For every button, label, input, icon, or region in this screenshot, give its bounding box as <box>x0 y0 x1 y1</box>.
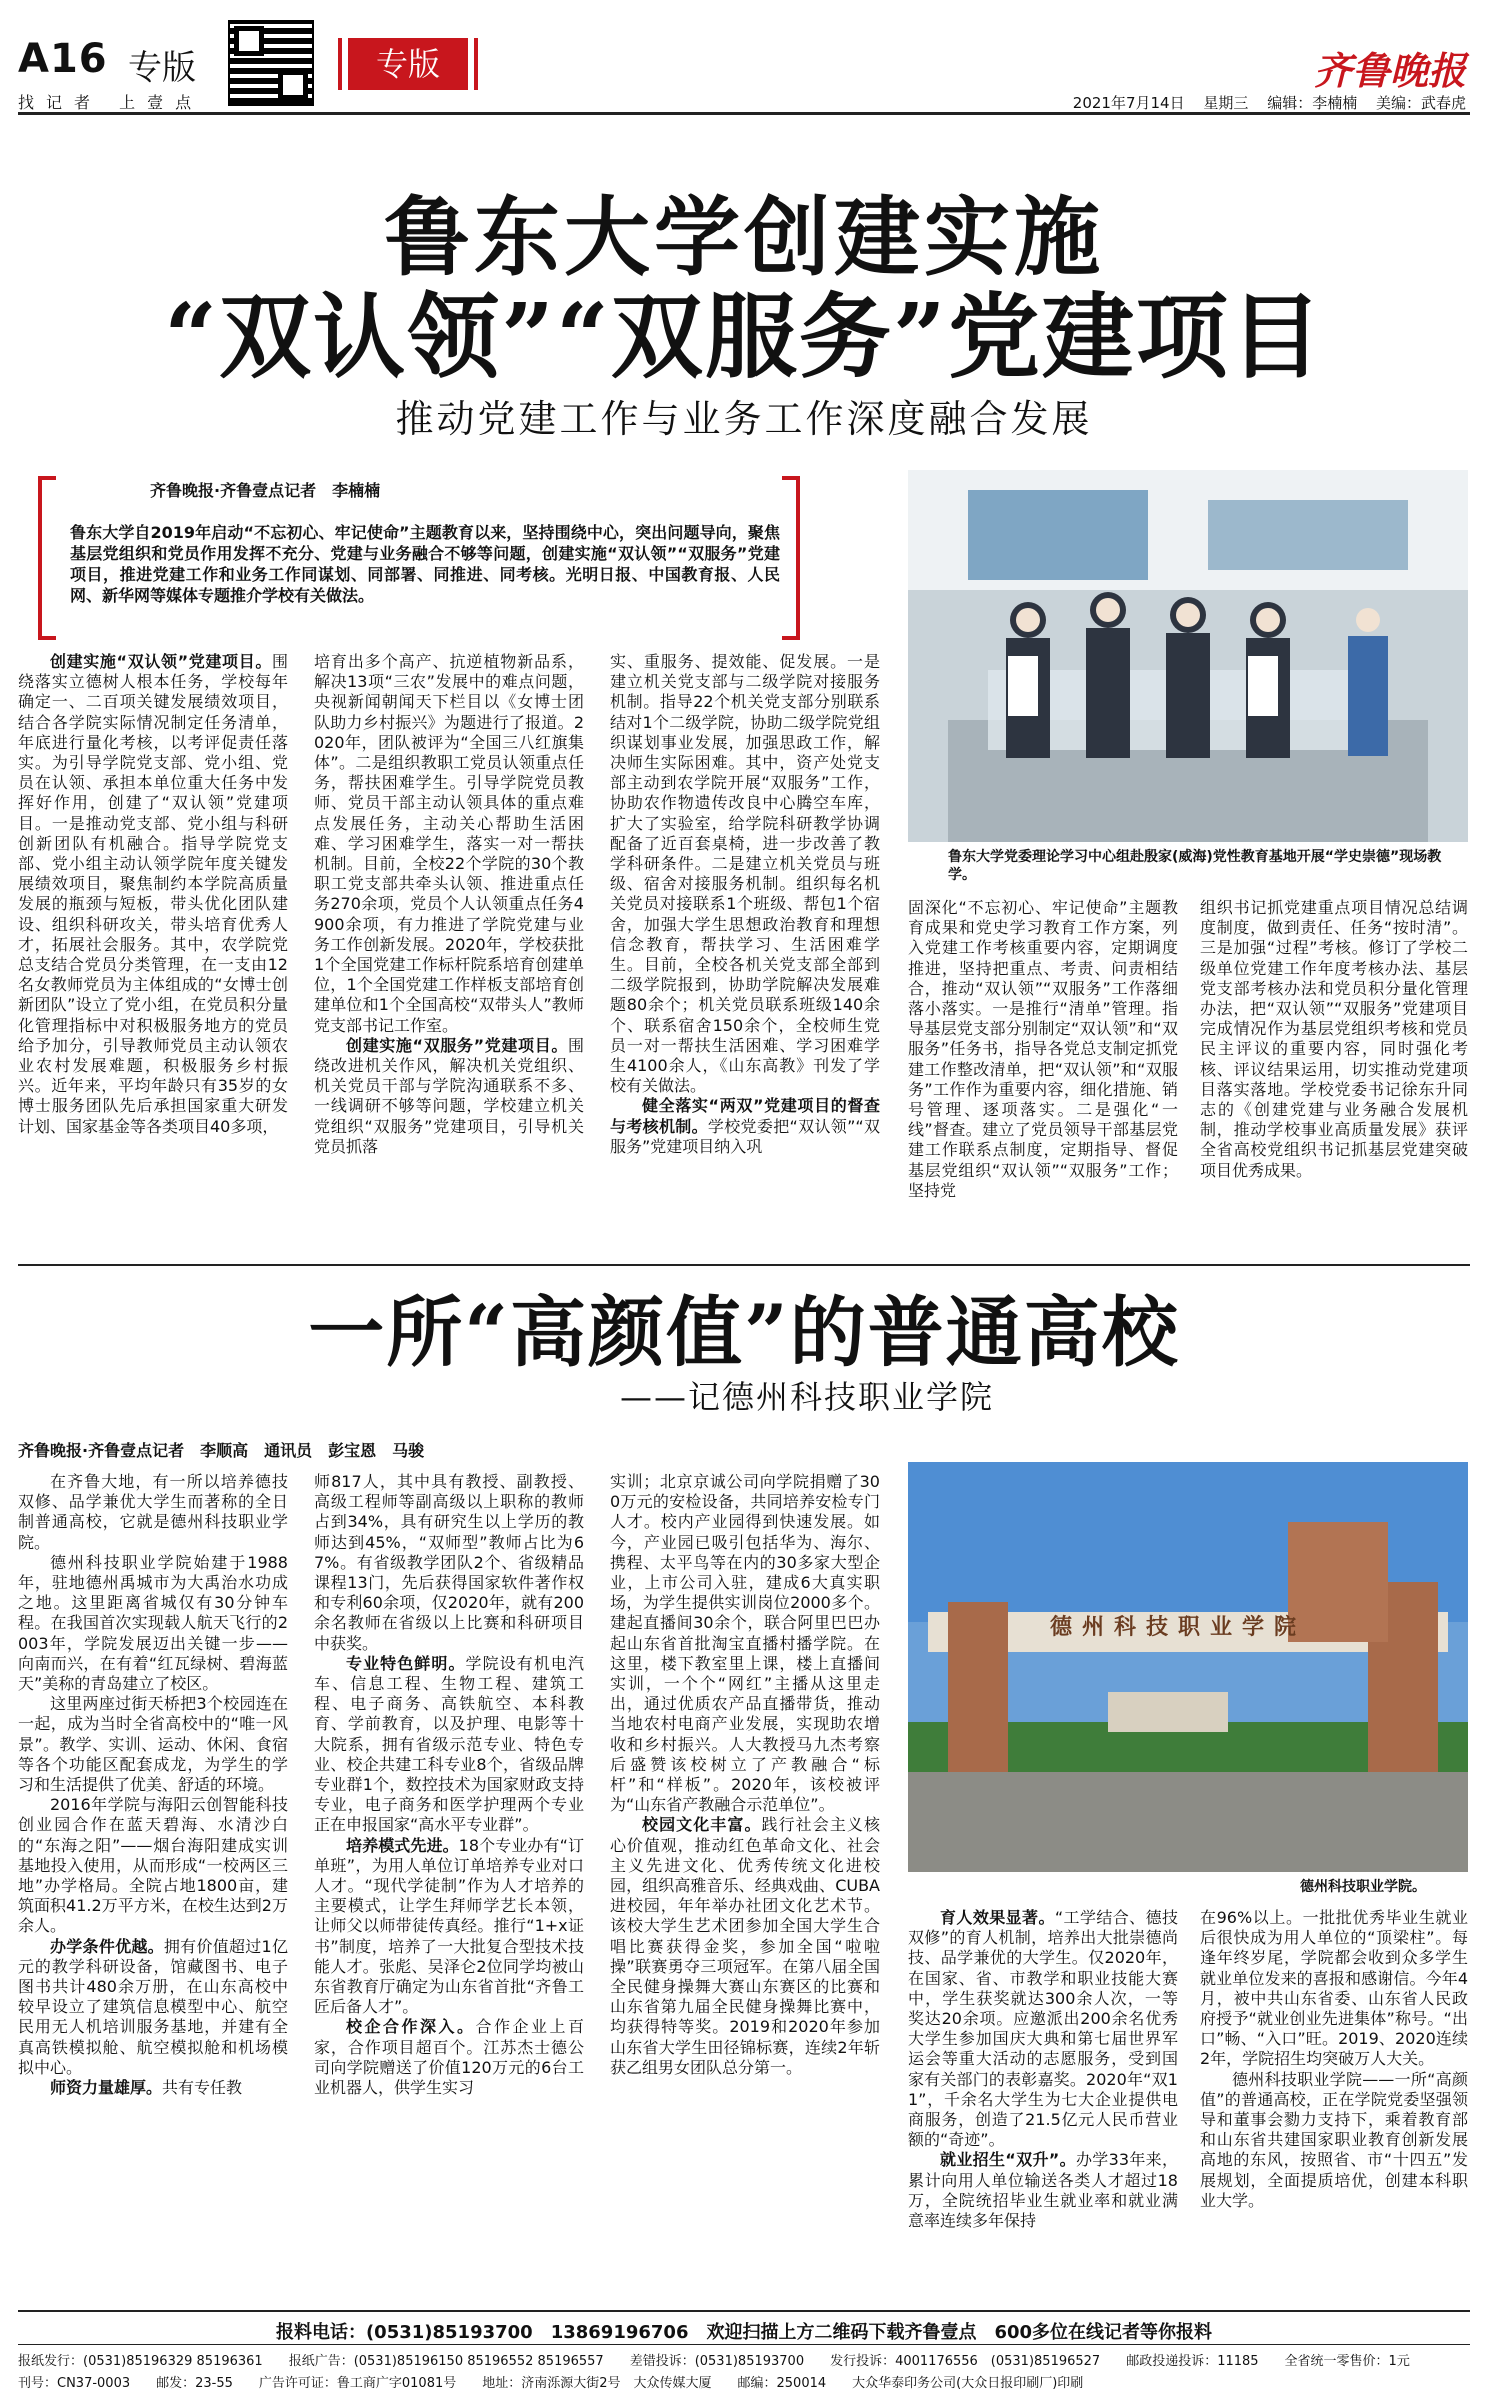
paragraph <box>610 1096 880 1157</box>
news-hotline: 报料电话：(0531)85193700 13869196706 欢迎扫描上方二维码下载齐鲁壹点 600多位在线记者等你报料 <box>275 2322 1213 2343</box>
article2-column-5 <box>1200 1908 1468 2211</box>
article2-photo <box>908 1462 1468 1872</box>
paragraph <box>18 1472 288 1553</box>
article1-photo-caption: 鲁东大学党委理论学习中心组赴殷家(威海)党性教育基地开展“学史崇德”现场教学。 <box>948 849 1442 883</box>
paragraph-text: 办学33年来，累计向用人单位输送各类人才超过18万，全院统招毕业生就业率和就业满意率连续多年保持 <box>908 2150 1178 2231</box>
paragraph <box>908 1908 1178 2150</box>
article2-column-3 <box>610 1472 880 2078</box>
article2-photo-caption: 德州科技职业学院。 <box>1300 1879 1426 1895</box>
paragraph <box>610 1815 880 2078</box>
page-number: A16 <box>18 36 108 82</box>
paragraph-heading: 校园文化丰富。 <box>642 1815 762 1835</box>
paragraph <box>908 898 1178 1201</box>
paragraph <box>314 1836 584 2018</box>
footer-contacts: 报纸发行：(0531)85196329 85196361 报纸广告：(0531)85196150 85196552 85196557 差错投诉：(0531)85193700 发行投诉：4001176556 (0531)85196527 邮政投递投诉：11185 全省统一零售价：1元 <box>18 2354 1410 2369</box>
paragraph-heading: 创建实施“双服务”党建项目。 <box>346 1035 568 1055</box>
paragraph <box>610 1472 880 1815</box>
paragraph-heading: 就业招生“双升”。 <box>940 2150 1076 2170</box>
article1-column-3 <box>610 652 880 1157</box>
paragraph-text: 组织书记抓党建重点项目情况总结调度制度，做到责任、任务“按时清”。三是加强“过程”考核。修订了学校二级单位党建工作年度考核办法、基层党支部考核办法和党员积分量化管理办法，把“双认领”“双服务”党建项目完成情况作为基层党组织考核和党员民主评议的重要内容，同时强化考核、评议结果运用，切实推动党建项目落实落地。学校党委书记徐东升同志的《创建党建与业务融合发展机制，推动学校事业高质量发展》获评全省高校党组织书记抓基层党建突破项目优秀成果。 <box>1200 898 1468 1180</box>
article1-photo <box>908 470 1468 842</box>
paragraph-text: 在96%以上。一批批优秀毕业生就业后很快成为用人单位的“顶梁柱”。每逢年终岁尾，学院都会收到众多学生就业单位发来的喜报和感谢信。今年4月，被中共山东省委、山东省人民政府授予“就业创业先进集体”称号。“出口”畅、“入口”旺。2019、2020连续2年，学院招生均突破万人大关。 <box>1200 1908 1468 2069</box>
footer-divider-thin <box>18 2344 1470 2345</box>
article-divider <box>18 1264 1470 1266</box>
paragraph-text: 固深化“不忘初心、牢记使命”主题教育成果和党史学习教育工作方案，列入党建工作考核重要内容，定期调度推进，坚持把重点、考责、问责相结合，推动“双认领”“双服务”工作落细落小落实。一是推行“清单”管理。指导基层党支部分别制定“双认领”和“双服务”任务书，指导各党总支制定抓党建工作整改清单，把“双认领”和“双服务”工作作为重要内容，细化措施、销号管理、逐项落实。二是强化“一线”督查。建立了党员领导干部基层党建工作联系点制度，定期指导、督促基层党组织“双认领”“双服务”工作；坚持党 <box>908 898 1178 1200</box>
campus-gate-illustration <box>908 1462 1468 1872</box>
paragraph-text: 实训；北京京诚公司向学院捐赠了300万元的安检设备，共同培养安检专门人才。校内产业园得到快速发展。如今，产业园已吸引包括华为、海尔、携程、太平鸟等在内的30多家大型企业，上市公司入驻，建成6大真实职场，为学生提供实训岗位2000多个。建起直播间30余个，联合阿里巴巴办起山东省首批淘宝直播村播学院。在这里，楼下教室里上课，楼上直播间实训，一个个“网红”主播从这里走出，通过优质农产品直播带货，推动当地农村电商产业发展，实现助农增收和乡村振兴。人大教授马九杰考察后盛赞该校树立了产教融合“标杆”和“样板”。2020年，该校被评为“山东省产教融合示范单位”。 <box>610 1472 880 1815</box>
paragraph <box>18 1795 288 1936</box>
issue-weekday: 星期三 <box>1203 94 1249 112</box>
page-hint: 找记者 上壹点 <box>18 93 204 112</box>
paragraph-text: 德州科技职业学院始建于1988年，驻地德州禹城市为大禹治水功成之地。这里距离省城仅有30分钟车程。在我国首次实现载人航天飞行的2003年，学院发展迈出关键一步——向南而兴，在有着“红瓦绿树、碧海蓝天”美称的青岛建立了校区。 <box>18 1552 288 1694</box>
article1-column-1 <box>18 652 288 1137</box>
paragraph-heading: 健全落实“两双”党建项目的督查与考核机制。 <box>610 1096 880 1136</box>
paragraph-text: 实、重服务、提效能、促发展。一是建立机关党支部与二级学院对接服务机制。指导22个机关党支部分别联系结对1个二级学院，协助二级学院党组织谋划事业发展，加强思政工作，解决师生实际困难。其中，资产处党支部主动到农学院开展“双服务”工作，协助农作物遗传改良中心腾空车库，扩大了实验室，给学院科研教学协调配备了近百套桌椅，进一步改善了教学科研条件。二是建立机关党员与班级、宿舍对接服务机制。组织每名机关党员对接联系1个班级、帮包1个宿舍，加强大学生思想政治教育和理想信念教育，帮扶学习、生活困难学生。目前，全校各机关党支部全部到二级学院报到，协助学院解决发展难题80余个；机关党员联系班级140余个、联系宿舍150余个，全校师生党员一对一帮扶生活困难、学习困难学生4100余人，《山东高教》刊发了学校有关做法。 <box>610 652 880 1096</box>
paragraph-heading: 专业特色鲜明。 <box>346 1653 466 1673</box>
paragraph-text: 学院设有机电汽车、信息工程、生物工程、建筑工程、电子商务、高铁航空、本科教育、学前教育，以及护理、电影等十大院系，拥有省级示范专业、特色专业、校企共建工科专业8个，省级品牌专业群1个，数控技术为国家财政支持专业，电子商务和医学护理两个专业正在申报国家“高水平专业群”。 <box>314 1653 584 1835</box>
paragraph-text: 践行社会主义核心价值观，推动红色革命文化、社会主义先进文化、优秀传统文化进校园，组织高雅音乐、经典戏曲、CUBA进校园，年年举办社团文化艺术节。该校大学生艺术团参加全国大学生合唱比赛获得金奖，参加全国“啦啦操”联赛勇夺三项冠军。在第八届全国全民健身操舞大赛山东赛区的比赛和山东省第九届全民健身操舞比赛中，均获得特等奖。2019和2020年参加山东省大学生田径锦标赛，连续2年斩获乙组男女团队总分第一。 <box>610 1815 880 2077</box>
paragraph-text: 共有专任教 <box>162 2078 243 2098</box>
article1-column-5 <box>1200 898 1468 1181</box>
paragraph-text: 2016年学院与海阳云创智能科技创业园合作在蓝天碧海、水清沙白的“东海之阳”——烟台海阳建成实训基地投入使用，从而形成“一校两区三地”办学格局。全院占地1800亩，建筑面积41.2万平方米，在校生达到2万余人。 <box>18 1795 288 1936</box>
article1-title-line1: 鲁东大学创建实施 <box>384 187 1104 288</box>
paragraph-heading: 师资力量雄厚。 <box>50 2078 163 2098</box>
paragraph-heading: 育人效果显著。 <box>940 1908 1055 1927</box>
paragraph-text: 师817人，其中具有教授、副教授、高级工程师等副高级以上职称的教师占到34%，具有研究生以上学历的教师达到45%，“双师型”教师占比为67%。有省级教学团队2个、省级精品课程13门，先后获得国家软件著作权和专利60余项，仅2020年，就有200余名教师在省级以上比赛和科研项目中获奖。 <box>314 1472 584 1653</box>
dateline <box>1073 92 1466 113</box>
paragraph-text: 围绕落实立德树人根本任务，学校每年确定一、二百项关键发展绩效项目，结合各学院实际情况制定任务清单，年底进行量化考核，以考评促责任落实。为引导学院党支部、党小组、党员在认领、承担本单位重大任务中发挥好作用，创建了“双认领”党建项目。一是推动党支部、党小组与科研创新团队有机融合。指导学院党支部、党小组主动认领学院年度关键发展绩效项目，聚焦制约本学院高质量发展的瓶颈与短板，带头优化团队建设、组织科研攻关，带头培育优秀人才，拓展社会服务。其中，农学院党总支结合党员分类管理，在一支由12名女教师党员为主体组成的“女博士创新团队”设立了党小组，在党员积分量化管理指标中对积极服务地方的党员给予加分，引导教师党员主动认领农业农村发展难题，积极服务乡村振兴。近年来，平均年龄只有35岁的女博士服务团队先后承担国家重大研发计划、国家基金等各类项目40多项， <box>18 652 288 1136</box>
article1-title-line2: “双认领”“双服务”党建项目 <box>164 283 1324 391</box>
paragraph-text: 在齐鲁大地，有一所以培养德技双修、品学兼优大学生而著称的全日制普通高校，它就是德州科技职业学院。 <box>18 1472 288 1552</box>
paragraph-text: 培育出多个高产、抗逆植物新品系，解决13项“三农”发展中的难点问题，央视新闻朝闻天下栏目以《女博士团队助力乡村振兴》为题进行了报道。2020年，团队被评为“全国三八红旗集体”。二是组织教职工党员认领重点任务，帮扶困难学生。引导学院党员教师、党员干部主动认领具体的重点难点发展任务，主动关心帮助生活困难、学习困难学生，落实一对一帮扶机制。目前，全校22个学院的30个教职工党支部共牵头认领、推进重点任务270余项，党员个人认领重点任务4900余项，有力推进了学院党建与业务工作创新发展。2020年，学校获批1个全国党建工作标杆院系培育创建单位，1个全国党建工作样板支部培育创建单位和1个全国高校“双带头人”教师党支部书记工作室。 <box>314 652 584 1035</box>
issue-date: 2021年7月14日 <box>1072 94 1185 112</box>
paragraph <box>18 1694 288 1795</box>
paragraph-text: 学校党委把“双认领”“双服务”党建项目纳入巩 <box>610 1116 880 1156</box>
paragraph-text: 围绕改进机关作风，解决机关党组织、机关党员干部与学院沟通联系不多、一线调研不够等问题，学校建立机关党组织“双服务”党建项目，引导机关党员抓落 <box>314 1035 584 1156</box>
article1-subtitle: 推动党建工作与业务工作深度融合发展 <box>395 397 1093 441</box>
masthead-divider <box>18 112 1470 115</box>
article2-title: 一所“高颜值”的普通高校 <box>308 1288 1180 1377</box>
paragraph <box>610 652 880 1096</box>
paragraph-text: 18个专业办有“订单班”，为用人单位订单培养专业对口人才。“现代学徒制”作为人才培养的主要模式，让学生拜师学艺长本领，让师父以师带徒传真经。推行“1+x证书”制度，培养了一大批复合型技术技能人才。张彪、吴泽仑2位同学均被山东省教育厅确定为山东省首批“齐鲁工匠后备人才”。 <box>314 1835 584 2017</box>
article1-column-2 <box>314 652 584 1157</box>
paragraph <box>18 1937 288 2078</box>
section-tag: 专版 <box>348 38 468 90</box>
article1-lead: 鲁东大学自2019年启动“不忘初心、牢记使命”主题教育以来，坚持围绕中心，突出问题导向，聚焦基层党组织和党员作用发挥不充分、党建与业务融合不够等问题，创建实施“双认领”“双服务”党建项目，推进党建工作和业务工作同谋划、同部署、同推进、同考核。光明日报、中国教育报、人民网、新华网等媒体专题推介学校有关做法。 <box>70 523 780 605</box>
footer-divider <box>18 2310 1470 2312</box>
editor-credit: 编辑：李楠楠 <box>1267 94 1358 112</box>
paragraph <box>314 1654 584 1836</box>
paragraph-heading: 校企合作深入。 <box>346 2017 476 2037</box>
exhibition-scene-illustration <box>908 470 1468 842</box>
article2-column-2 <box>314 1472 584 2098</box>
paragraph-heading: 办学条件优越。 <box>50 1936 164 1956</box>
paragraph <box>18 2078 288 2098</box>
paragraph <box>18 652 288 1137</box>
paragraph <box>314 652 584 1036</box>
newspaper-logo: 齐鲁晚报 <box>1313 48 1466 93</box>
paragraph-heading: 培养模式先进。 <box>346 1835 459 1855</box>
paragraph <box>908 2150 1178 2231</box>
qr-code-icon[interactable] <box>228 20 314 106</box>
article2-byline: 齐鲁晚报·齐鲁壹点记者 李顺高 通讯员 彭宝恩 马骏 <box>18 1441 425 1460</box>
paragraph-text: 这里两座过街天桥把3个校园连在一起，成为当时全省高校中的“唯一风景”。教学、实训、运动、休闲、食宿等各个功能区配套成龙，为学生的学习和生活提供了优美、舒适的环境。 <box>18 1694 288 1795</box>
paragraph <box>1200 2070 1468 2211</box>
article1-byline: 齐鲁晚报·齐鲁壹点记者 李楠楠 <box>150 481 381 500</box>
paragraph <box>18 1553 288 1694</box>
paragraph-text: 合作企业上百家，合作项目超百个。江苏杰士德公司向学院赠送了价值120万元的6台工业机器人，供学生实习 <box>314 2017 584 2098</box>
article2-column-4 <box>908 1908 1178 2231</box>
paragraph <box>1200 1908 1468 2070</box>
paragraph-text: 拥有价值超过1亿元的教学科研设备，馆藏图书、电子图书共计480余万册，在山东高校中较早设立了建筑信息模型中心、航空民用无人机培训服务基地，并建有全真高铁模拟舱、航空模拟舱和机场模拟中心。 <box>18 1936 288 2077</box>
paragraph <box>314 1036 584 1157</box>
paragraph-text: 德州科技职业学院——一所“高颜值”的普通高校，正在学院党委坚强领导和董事会勠力支持下，乘着教育部和山东省共建国家职业教育创新发展高地的东风，按照省、市“十四五”发展规划，全面提质培优，创建本科职业大学。 <box>1200 2069 1468 2210</box>
designer-credit: 美编：武春虎 <box>1375 94 1466 112</box>
article2-column-1 <box>18 1472 288 2098</box>
paragraph-text: “工学结合、德技双修”的育人机制，培养出大批崇德尚技、品学兼优的大学生。仅2020年，在国家、省、市教学和职业技能大赛中，学生获奖就达300余人次，一等奖达20余项。应邀派出200余名优秀大学生参加国庆大典和第七届世界军运会等重大活动的志愿服务，受到国家有关部门的表彰嘉奖。2020年“双11”，千余名大学生为七大企业提供电商服务，创造了21.5亿元人民币营业额的“奇迹”。 <box>908 1908 1178 2150</box>
footer-publication-info: 刊号：CN37-0003 邮发：23-55 广告许可证：鲁工商广字01081号 地址：济南泺源大街2号 大众传媒大厦 邮编：250014 大众华泰印务公司(大众日报印刷厂)印刷 <box>18 2376 1084 2391</box>
gate-inscription: 德州科技职业学院 <box>1049 1615 1306 1640</box>
paragraph <box>314 1472 584 1654</box>
article1-column-4 <box>908 898 1178 1201</box>
paragraph-heading: 创建实施“双认领”党建项目。 <box>50 652 272 671</box>
page-section: 专版 <box>128 48 196 88</box>
article2-subtitle: ——记德州科技职业学院 <box>620 1378 995 1416</box>
paragraph <box>314 2017 584 2098</box>
paragraph <box>1200 898 1468 1181</box>
